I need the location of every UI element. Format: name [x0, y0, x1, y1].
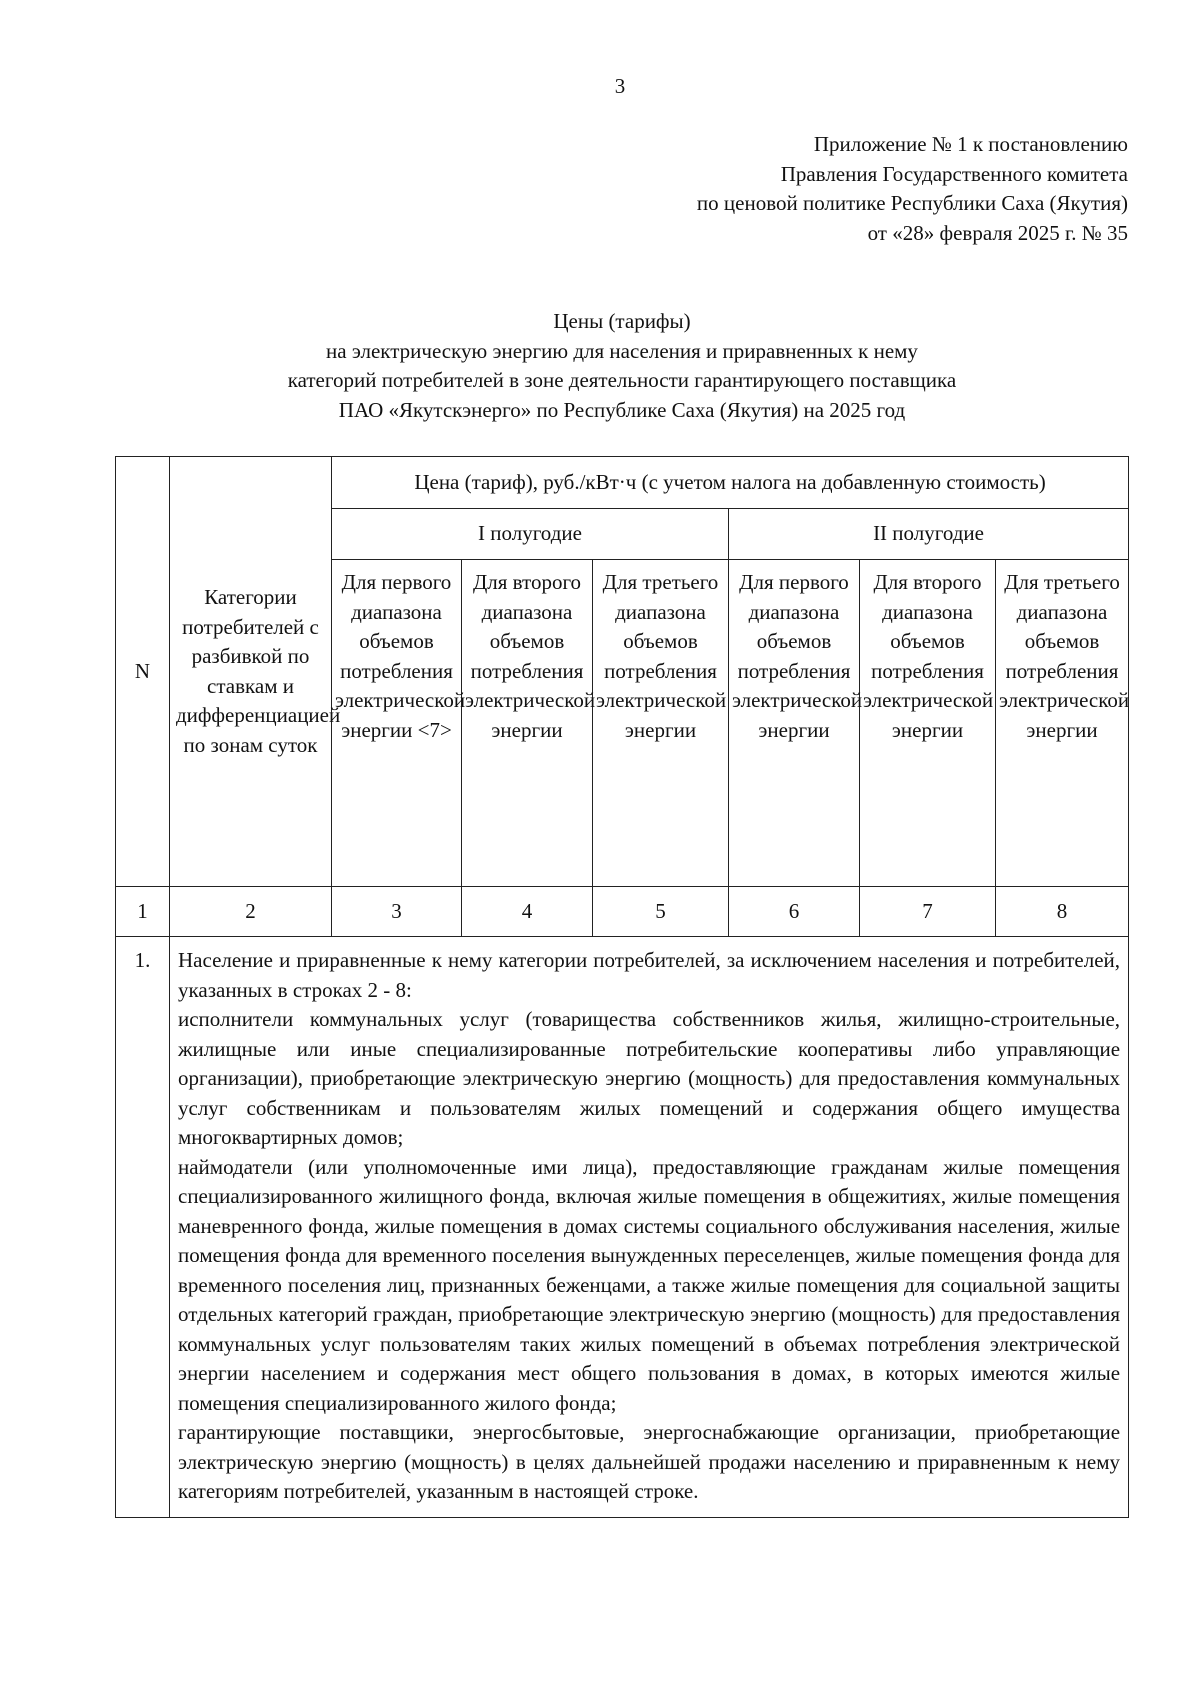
title-line: Цены (тарифы) — [553, 309, 691, 333]
header-n: N — [116, 457, 170, 887]
table-row — [116, 937, 1129, 1518]
appendix-line: от «28» февраля 2025 г. № 35 — [867, 220, 1128, 245]
appendix-reference — [697, 130, 1128, 248]
header-half-1: I полугодие — [332, 509, 729, 560]
row-description — [170, 937, 1129, 1518]
column-number: 7 — [860, 887, 996, 937]
title-line: на электрическую энергию для населения и приравненных к нему — [326, 338, 918, 363]
header-sub-col: Для второго диапазона объемов потребления электрической энергии — [462, 560, 593, 887]
header-sub-col: Для третьего диапазона объемов потребления электрической энергии — [593, 560, 729, 887]
column-number: 5 — [593, 887, 729, 937]
header-half-2: II полугодие — [729, 509, 1129, 560]
header-price: Цена (тариф), руб./кВт·ч (с учетом налога на добавленную стоимость) — [332, 457, 1129, 509]
description-paragraph: исполнители коммунальных услуг (товарищества собственников жилья, жилищно-строительные, жилищные или иные специализированные потребительские кооперативы либо управляющие организации), приобретающие электрическую энергию (мощность) для предоставления коммунальных услуг собственникам и пользователям жилых помещений и содержания общего имущества многоквартирных домов; — [178, 1007, 1121, 1149]
column-number: 2 — [170, 887, 332, 937]
column-number: 8 — [996, 887, 1129, 937]
column-number: 6 — [729, 887, 860, 937]
description-paragraph: гарантирующие поставщики, энергосбытовые, энергоснабжающие организации, приобретающие электрическую энергию (мощность) в целях дальнейшей продажи населению и приравненным к нему категориям потребителей, указанным в настоящей строке. — [178, 1420, 1121, 1503]
page-number: 3 — [614, 74, 626, 98]
header-sub-col: Для третьего диапазона объемов потребления электрической энергии — [996, 560, 1129, 887]
row-number: 1. — [116, 937, 170, 1518]
title-line: ПАО «Якутскэнерго» по Республике Саха (Якутия) на 2025 год — [338, 397, 906, 422]
header-sub-col: Для второго диапазона объемов потребления электрической энергии — [860, 560, 996, 887]
description-paragraph: наймодатели (или уполномоченные ими лица), предоставляющие гражданам жилые помещения специализированного жилищного фонда, включая жилые помещения в общежитиях, жилые помещения маневренного фонда, жилые помещения в домах системы социального обслуживания населения, жилые помещения фонда для временного поселения вынужденных переселенцев, жилые помещения фонда для временного поселения лиц, признанных беженцами, а также жилые помещения для социальной защиты отдельных категорий граждан, приобретающие электрическую энергию (мощность) для предоставления коммунальных услуг пользователям таких жилых помещений в объемах потребления электрической энергии населением и содержания мест общего пользования в домах, в которых имеются жилые помещения специализированного жилого фонда; — [178, 1154, 1121, 1415]
column-number: 3 — [332, 887, 462, 937]
description-paragraph: Население и приравненные к нему категории потребителей, за исключением населения и потребителей, указанных в строках 2 - 8: — [178, 948, 1121, 1002]
column-number-row — [116, 887, 1129, 937]
header-sub-col: Для первого диапазона объемов потребления электрической энергии — [729, 560, 860, 887]
header-category: Категории потребителей с разбивкой по ставкам и дифференциацией по зонам суток — [170, 457, 332, 887]
appendix-line: Правления Государственного комитета — [780, 161, 1128, 186]
document-title — [0, 307, 1200, 425]
appendix-line: Приложение № 1 к постановлению — [813, 132, 1128, 156]
title-line: категорий потребителей в зоне деятельности гарантирующего поставщика — [287, 368, 957, 392]
column-number: 4 — [462, 887, 593, 937]
appendix-line: по ценовой политике Республики Саха (Якутия) — [696, 191, 1128, 215]
column-number: 1 — [116, 887, 170, 937]
header-sub-col: Для первого диапазона объемов потребления электрической энергии <7> — [332, 560, 462, 887]
tariff-table — [115, 456, 1129, 1518]
